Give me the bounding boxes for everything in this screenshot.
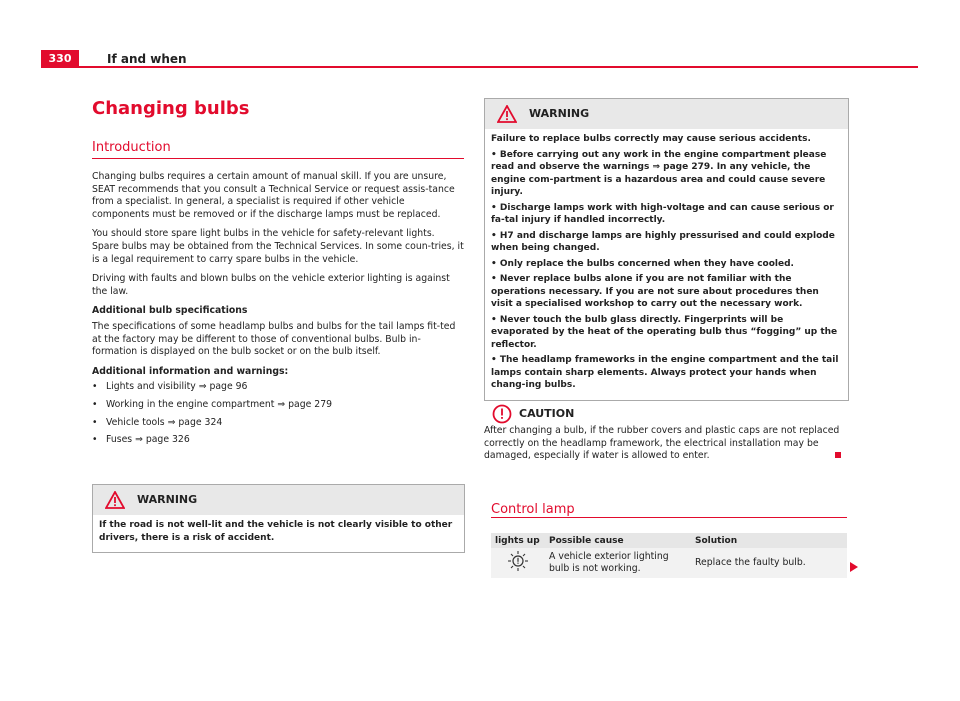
warning-intro: Failure to replace bulbs correctly may cause serious accidents. [491, 134, 811, 144]
paragraph: The specifications of some headlamp bulbs and bulbs for the tail lamps fit-ted at the factory may be different to those of conventional bulbs. Bulb in-formation is displayed on the bulb socket or on the bulb itself. [92, 320, 456, 358]
bulb-warning-icon [507, 550, 529, 572]
warning-box-bulb-replacement [484, 98, 849, 401]
spec-heading: Additional bulb specifications [92, 305, 248, 317]
paragraph: Driving with faults and blown bulbs on the vehicle exterior lighting is against the law. [92, 273, 450, 297]
continue-arrow-icon [850, 562, 858, 572]
column-header-solution: Solution [691, 533, 847, 548]
column-header-cause: Possible cause [545, 533, 691, 548]
page-title: Changing bulbs [92, 98, 250, 119]
intro-body [92, 171, 464, 452]
table-row [491, 548, 847, 578]
section-divider [92, 158, 464, 159]
end-of-section-marker [835, 452, 841, 458]
section-heading-control-lamp: Control lamp [491, 502, 575, 517]
reference-link-lights[interactable]: • Lights and visibility ⇒ page 96 [92, 381, 464, 394]
section-heading-introduction: Introduction [92, 140, 171, 155]
page-number: 330 [41, 50, 79, 68]
header-divider [41, 66, 918, 68]
warning-triangle-icon [497, 105, 517, 123]
reference-list [92, 381, 464, 446]
info-heading: Additional information and warnings: [92, 365, 289, 377]
solution-cell: Replace the faulty bulb. [691, 548, 847, 578]
caution-text: After changing a bulb, if the rubber covers and plastic caps are not replaced correctly on the headlamp framework, the electrical installation may be damaged, especially if water is allowed to enter. [484, 425, 840, 462]
control-lamp-table [491, 533, 847, 578]
reference-link-fuses[interactable]: • Fuses ⇒ page 326 [92, 434, 464, 447]
warning-item: • Before carrying out any work in the engine compartment please read and observe the warnings ⇒ page 279. In any vehicle, the engine com-partment is a hazardous area and could cause severe injury. [491, 149, 827, 197]
warning-header [93, 485, 464, 515]
warning-header [485, 99, 848, 129]
section-divider [491, 517, 847, 518]
paragraph: You should store spare light bulbs in the vehicle for safety-relevant lights. Spare bulbs may be obtained from the Technical Services. In some coun-tries, it is a legal requirement to carry spare bulbs in the vehicle. [92, 228, 464, 265]
warning-item: • Never touch the bulb glass directly. Fingerprints will be evaporated by the heat of the operating bulb thus “fogging” up the reflector. [491, 314, 838, 350]
warning-label: WARNING [529, 107, 590, 120]
warning-item: • Only replace the bulbs concerned when they have cooled. [491, 258, 794, 269]
table-header-row [491, 533, 847, 548]
cause-cell: A vehicle exterior lighting bulb is not working. [545, 548, 691, 578]
warning-box-accident [92, 484, 465, 553]
lamp-icon-cell [491, 548, 545, 578]
warning-paragraph: If the road is not well-lit and the vehicle is not clearly visible to other drivers, there is a risk of accident. [99, 520, 453, 543]
chapter-title: If and when [107, 52, 187, 66]
warning-item: • H7 and discharge lamps are highly pressurised and could explode when being changed. [491, 230, 835, 253]
warning-text [93, 515, 464, 552]
paragraph: Changing bulbs requires a certain amount of manual skill. If you are unsure, SEAT recommends that you consult a Technical Service or request assis-tance from a specialist. In general, a specialist is required if other vehicle components must be removed or if the discharge lamps must be replaced. [92, 171, 455, 220]
column-header-lights-up: lights up [491, 533, 545, 548]
warning-item: • Never replace bulbs alone if you are not familiar with the operations necessary. If you are not sure about procedures then visit a specialised workshop to carry out the necessary work. [491, 274, 819, 309]
caution-label: CAUTION [519, 407, 575, 420]
warning-item: • Discharge lamps work with high-voltage and can cause serious or fa-tal injury if handled incorrectly. [491, 202, 834, 225]
warning-label: WARNING [137, 493, 198, 506]
caution-icon [492, 404, 512, 424]
reference-link-tools[interactable]: • Vehicle tools ⇒ page 324 [92, 417, 464, 430]
reference-link-engine[interactable]: • Working in the engine compartment ⇒ page 279 [92, 399, 464, 412]
warning-item: • The headlamp frameworks in the engine compartment and the tail lamps contain sharp elements. Always protect your hands when chang-ing bulbs. [491, 355, 839, 390]
warning-text [485, 129, 848, 400]
warning-triangle-icon [105, 491, 125, 509]
